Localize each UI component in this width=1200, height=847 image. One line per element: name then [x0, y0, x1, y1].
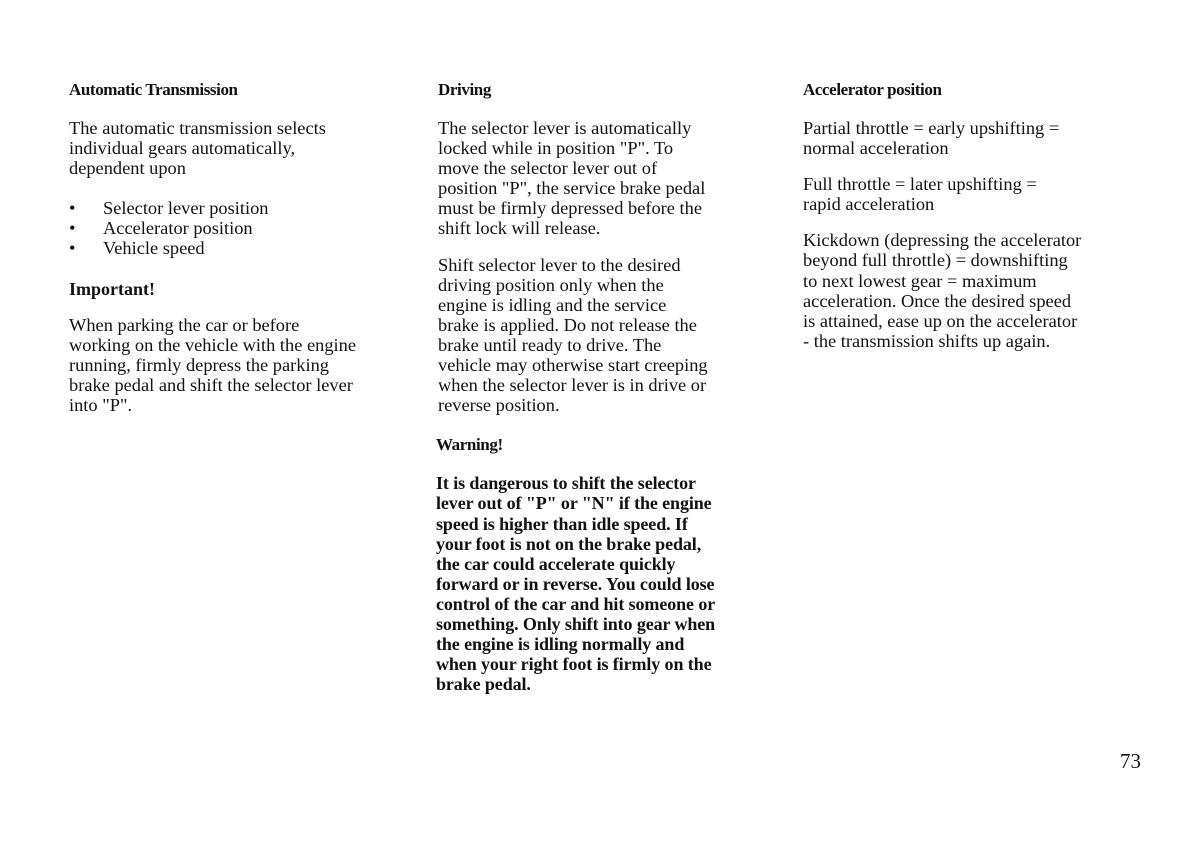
bullet-icon: • [69, 218, 76, 239]
section-heading: Accelerator position [803, 80, 942, 99]
shift-paragraph: Shift selector lever to the desired driving position only when the engine is idling and the service brake is applied. Do not release the brake until ready to drive. The vehicle may otherwise start creeping when the selector lever is in drive or reverse position. [438, 254, 708, 416]
list-item-label: Selector lever position [103, 198, 269, 219]
important-paragraph: When parking the car or before working on the vehicle with the engine running, firmly depress the parking brake pedal and shift the selector lever into "P". [69, 314, 357, 415]
list-item-label: Accelerator position [103, 218, 253, 239]
list-item [69, 238, 414, 258]
dependency-list [69, 198, 414, 258]
list-item [69, 198, 414, 218]
important-label: Important! [69, 278, 155, 299]
bullet-icon: • [69, 198, 76, 219]
list-item [69, 218, 414, 238]
column-automatic-transmission [69, 78, 414, 415]
section-heading: Driving [438, 80, 491, 99]
section-heading: Automatic Transmission [69, 80, 238, 99]
warning-paragraph: It is dangerous to shift the selector lever out of "P" or "N" if the engine speed is higher than idle speed. If your foot is not on the brake pedal, the car could accelerate quickly forward or in reverse. You could lose control of the car and hit someone or something. Only shift into gear when the engine is idling normally and when your right foot is firmly on the brake pedal. [436, 473, 716, 695]
kickdown-paragraph: Kickdown (depressing the accelerator beyond full throttle) = downshifting to next lowest gear = maximum acceleration. Once the desired speed is attained, ease up on the accelerator - the transmission shifts up again. [803, 230, 1082, 351]
full-throttle-paragraph: Full throttle = later upshifting = rapid acceleration [803, 174, 1037, 215]
intro-paragraph: The automatic transmission selects individual gears automatically, dependent upon [69, 118, 326, 179]
column-accelerator-position [803, 78, 1143, 351]
selector-lock-paragraph: The selector lever is automatically locked while in position "P". To move the selector lever out of position "P", the service brake pedal must be firmly depressed before the shift lock will release. [438, 118, 706, 239]
partial-throttle-paragraph: Partial throttle = early upshifting = normal acceleration [803, 118, 1060, 159]
column-driving [438, 78, 768, 694]
list-item-label: Vehicle speed [103, 238, 205, 259]
bullet-icon: • [69, 238, 76, 259]
page-number: 73 [1120, 749, 1141, 773]
warning-label: Warning! [436, 435, 503, 455]
